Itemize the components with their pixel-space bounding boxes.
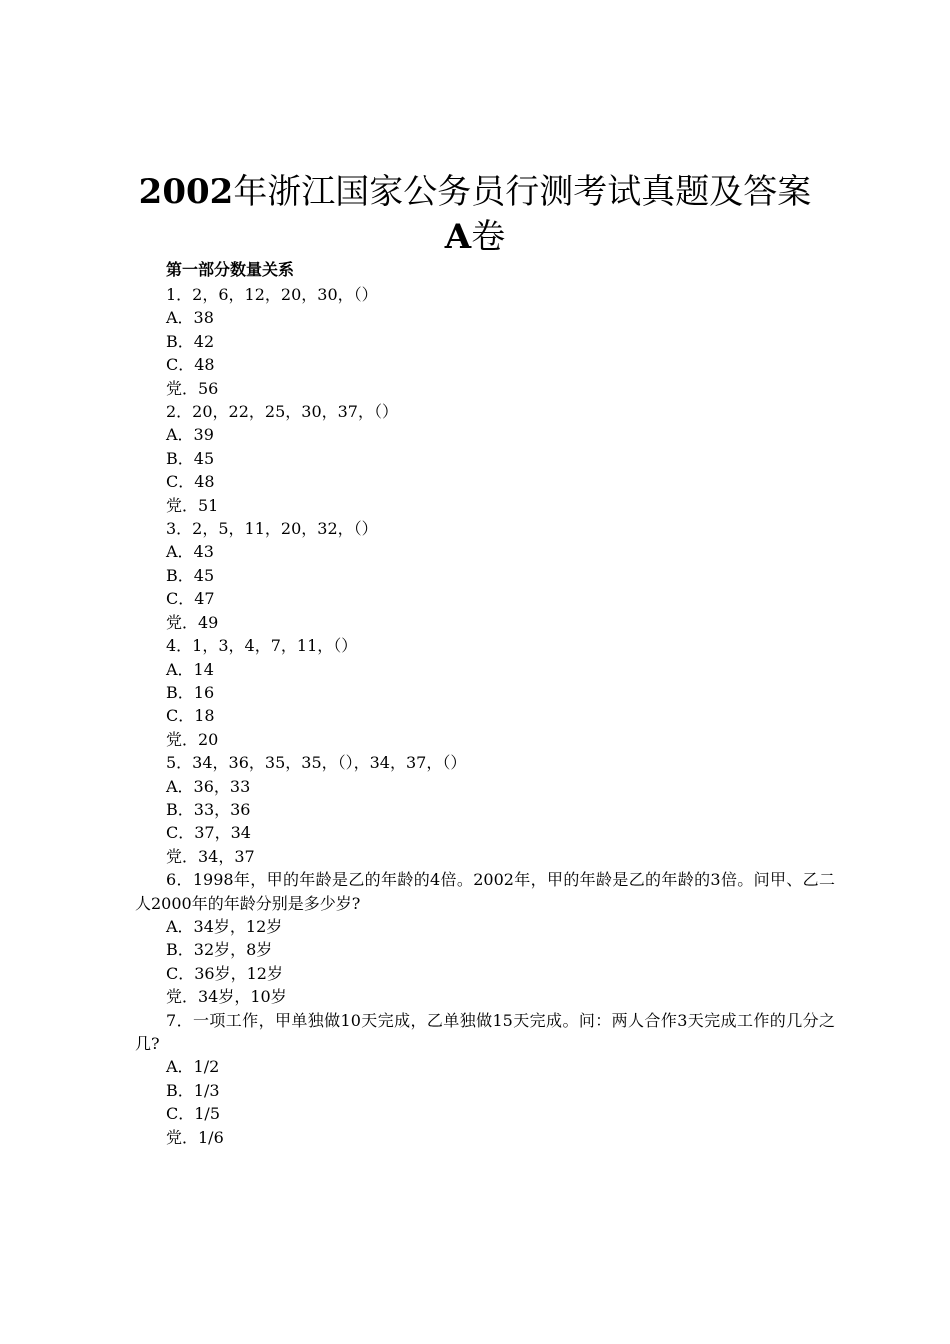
subtitle-text: 卷	[471, 217, 506, 257]
question-7: 7．一项工作，甲单独做10天完成，乙单独做15天完成。问：两人合作3天完成工作的几分之几?	[135, 1010, 835, 1053]
option-line: B．45	[166, 565, 215, 585]
option-line: C．37，34	[166, 823, 251, 843]
question-line: 2．20，22，25，30，37，（）	[166, 402, 398, 422]
option-line: 党．1/6	[166, 1127, 224, 1147]
document-body	[135, 283, 835, 1149]
document-title	[0, 170, 950, 214]
question-line: 5．34，36，35，35，（），34，37，（）	[166, 753, 467, 773]
option-line: 党．56	[166, 378, 219, 398]
option-line: A．38	[166, 308, 214, 328]
question-line: 3．2，5，11，20，32，（）	[166, 519, 378, 539]
option-line: C．48	[166, 472, 215, 492]
question-line: 1．2，6，12，20，30，（）	[166, 285, 378, 304]
option-line: A．34岁，12岁	[166, 916, 283, 936]
option-line: B．42	[166, 331, 215, 351]
option-line: A．1/2	[166, 1057, 220, 1077]
option-line: 党．34，37	[166, 846, 255, 866]
option-line: 党．34岁，10岁	[166, 987, 287, 1007]
option-line: C．1/5	[166, 1104, 220, 1124]
title-year: 2002	[138, 172, 234, 212]
option-line: A．43	[166, 542, 214, 562]
option-line: B．16	[166, 682, 215, 702]
option-line: C．36岁，12岁	[166, 963, 283, 983]
option-line: 党．51	[166, 495, 219, 515]
section-heading: 第一部分数量关系	[166, 260, 295, 279]
question-line: 4．1，3，4，7，11，（）	[166, 636, 358, 656]
document-subtitle	[0, 215, 950, 259]
question-6: 6．1998年，甲的年龄是乙的年龄的4倍。2002年，甲的年龄是乙的年龄的3倍。问甲、乙二人2000年的年龄分别是多少岁?	[135, 870, 835, 913]
option-line: 党．49	[166, 612, 219, 632]
option-line: B．45	[166, 448, 215, 468]
option-line: A．14	[166, 659, 214, 679]
title-text: 年浙江国家公务员行测考试真题及答案	[233, 172, 812, 212]
option-line: C．47	[166, 589, 215, 609]
option-line: C．18	[166, 706, 215, 726]
option-line: B．32岁，8岁	[166, 940, 273, 960]
option-line: A．39	[166, 425, 214, 445]
option-line: A．36，33	[166, 776, 251, 796]
option-line: B．33，36	[166, 799, 251, 819]
option-line: 党．20	[166, 729, 219, 749]
option-line: B．1/3	[166, 1080, 220, 1100]
option-line: C．48	[166, 355, 215, 375]
subtitle-letter: A	[444, 217, 472, 257]
